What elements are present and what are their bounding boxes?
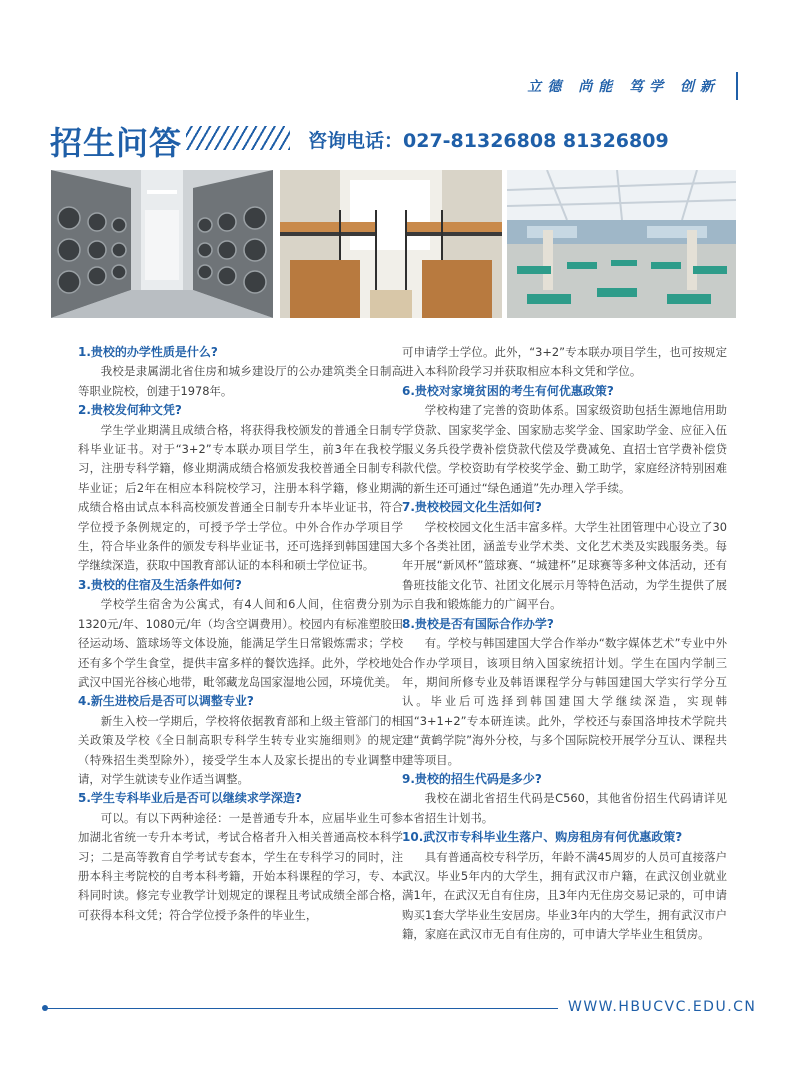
question-1: 1.贵校的办学性质是什么? <box>78 345 218 359</box>
answer-6: 学校构建了完善的资助体系。国家级资助包括生源地信用助学贷款、国家奖学金、国家励志奖学金、国家助学金、应征入伍服义务兵役学费补偿贷款代偿及学费减免、直招士官学费补偿贷款代偿。学校资助有学校奖学金、勤工助学，家庭经济特别困难的新生还可通过“绿色通道”先办理入学手续。 <box>402 403 727 495</box>
question-7: 7.贵校校园文化生活如何? <box>402 500 542 515</box>
answer-9: 我校在湖北省招生代码是C560，其他省份招生代码请详见本省招生计划书。 <box>402 791 727 825</box>
right-column <box>402 343 727 945</box>
motto-divider <box>736 72 738 100</box>
canteen-photo <box>507 170 736 318</box>
footer-url[interactable]: WWW.HBUCVC.EDU.CN <box>568 999 757 1015</box>
dormitory-photo <box>280 170 502 318</box>
answer-2: 学生学业期满且成绩合格，将获得我校颁发的普通全日制专科毕业证书。对于“3+2”专本联办项目学生，前3年在我校学习，注册专科学籍，修业期满成绩合格颁发我校普通全日制专科毕业证；后2年在相应本科院校学习，注册本科学籍，修业期满成绩合格由试点本科高校颁发普通全日制专升本毕业证书，符合学位授予条例规定的，可授予学士学位。中外合作办学项目学生，符合毕业条件的颁发专科毕业证书，还可选择到韩国建国大学继续深造，获取中国教育部认证的本科和硕士学位证书。 <box>78 422 403 573</box>
answer-4: 新生入校一学期后，学校将依据教育部和上级主管部门的相关政策及学校《全日制高职专科学生转专业实施细则》的规定（特殊招生类型除外），接受学生本人及家长提出的专业调整申请，对学生就读专业作适当调整。 <box>78 713 403 786</box>
question-4: 4.新生进校后是否可以调整专业? <box>78 694 254 709</box>
answer-8: 有。学校与韩国建国大学合作举办“数字媒体艺术”专业中外合作办学项目，该项目纳入国家统招计划。学生在国内学制三年，期间所修专业及韩语课程学分与韩国建国大学实行学分互认。毕业后可选择到韩国建国大学继续深造，实现韩国“3+1+2”专本研连读。此外，学校还与泰国洛坤技术学院共建“黄鹤学院”海外分校，与多个国际院校开展学分互认、课程共建等项目。 <box>402 636 727 767</box>
laundry-room-photo <box>51 170 273 318</box>
question-8: 8.贵校是否有国际合作办学? <box>402 616 554 631</box>
hatch-decoration <box>186 126 290 150</box>
photo-strip <box>51 170 736 318</box>
question-10: 10.武汉市专科毕业生落户、购房租房有何优惠政策? <box>402 830 683 845</box>
question-9: 9.贵校的招生代码是多少? <box>402 771 542 786</box>
answer-1: 我校是隶属湖北省住房和城乡建设厅的公办建筑类全日制高等职业院校，创建于1978年。 <box>78 364 403 398</box>
motto: 立德 尚能 笃学 创新 <box>527 79 720 95</box>
answer-5-continued: 可申请学士学位。此外，“3+2”专本联办项目学生，也可按规定进入本科阶段学习并获取相应本科文凭和学位。 <box>402 345 727 379</box>
left-column <box>78 343 403 925</box>
answer-5: 可以。有以下两种途径：一是普通专升本，应届毕业生可参加湖北省统一专升本考试，考试合格者升入相关普通高校本科学习；二是高等教育自学考试专套本，学生在专科学习的同时，注册本科主考院校的自考本科考籍，开始本科课程的学习，专、本科同时读。修完专业教学计划规定的课程且考试成绩全部合格，可获得本科文凭；符合学位授予条件的毕业生， <box>78 810 403 922</box>
answer-3: 学校学生宿舍为公寓式，有4人间和6人间，住宿费分别为1320元/年、1080元/年（均含空调费用）。校园内有标准塑胶田径运动场、篮球场等文体设施，能满足学生日常锻炼需求；学校还有多个学生食堂，提供丰富多样的餐饮选择。此外，学校地处武汉中国光谷核心地带，毗邻藏龙岛国家湿地公园，环境优美。 <box>78 597 403 689</box>
page-title: 招生问答 <box>50 124 183 162</box>
question-5: 5.学生专科毕业后是否可以继续求学深造? <box>78 791 302 806</box>
answer-10: 具有普通高校专科学历，年龄不满45周岁的人员可直接落户武汉。毕业5年内的大学生，拥有武汉市户籍，在武汉创业就业满1年，在武汉无自有住房，且3年内无住房交易记录的，可申请购买1套大学毕业生安居房。毕业3年内的大学生，拥有武汉市户籍，家庭在武汉市无自有住房的，可申请大学毕业生租赁房。 <box>402 849 727 942</box>
answer-7: 学校校园文化生活丰富多样。大学生社团管理中心设立了30多个各类社团，涵盖专业学术类、文化艺术类及实践服务类。每年开展“新风杯”篮球赛、“城建杯”足球赛等多种文体活动，还有鲁班技能文化节、社团文化展示月等特色活动，为学生提供了展示自我和锻炼能力的广阔平台。 <box>402 519 727 612</box>
footer-line <box>44 1008 558 1009</box>
consult-phone: 咨询电话：027-81326808 81326809 <box>308 130 669 152</box>
question-2: 2.贵校发何种文凭? <box>78 403 182 418</box>
question-3: 3.贵校的住宿及生活条件如何? <box>78 577 242 592</box>
question-6: 6.贵校对家境贫困的考生有何优惠政策? <box>402 383 614 398</box>
page-header <box>50 118 770 160</box>
